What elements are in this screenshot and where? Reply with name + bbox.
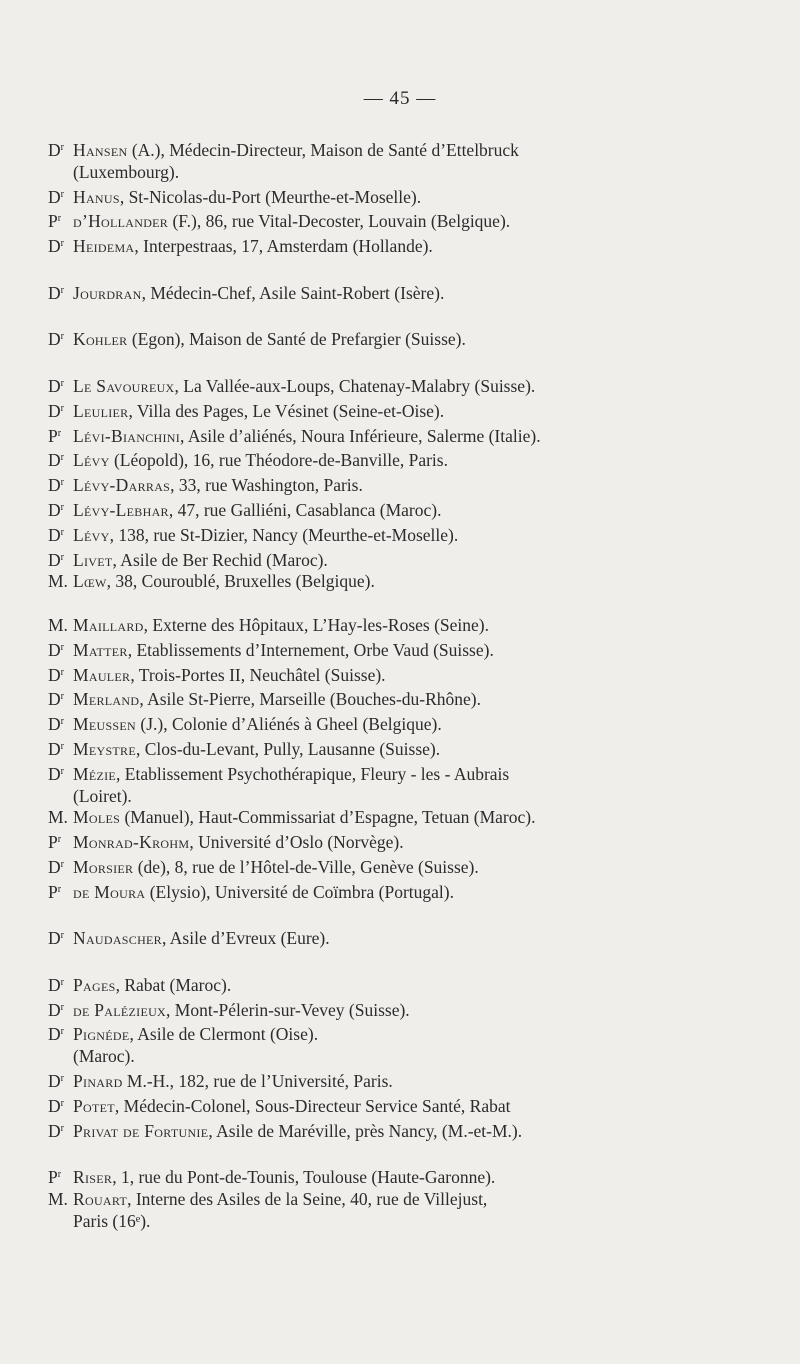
list-item bbox=[48, 662, 748, 687]
entry-title bbox=[48, 547, 73, 572]
group-spacer bbox=[48, 305, 748, 327]
entry-address: (A.), Médecin-Directeur, Maison de Santé d’Ettelbruck bbox=[127, 140, 519, 160]
entry-title-sup: r bbox=[60, 402, 64, 414]
entry-title-base: D bbox=[48, 738, 61, 759]
entry-title bbox=[48, 1021, 73, 1046]
list-item bbox=[48, 1118, 748, 1143]
entry-address: , Trois-Portes II, Neuchâtel (Suisse). bbox=[130, 664, 386, 685]
group-spacer bbox=[48, 904, 748, 926]
entry-title-base: D bbox=[48, 928, 61, 949]
entry-name: Leulier bbox=[73, 400, 129, 421]
entry-title-base: M. bbox=[48, 807, 68, 828]
entry-address: , Etablissements d’Internement, Orbe Vaud (Suisse). bbox=[127, 639, 494, 660]
entry-title-sup: r bbox=[60, 716, 64, 728]
entry-title bbox=[48, 1068, 73, 1093]
entry-title bbox=[48, 326, 73, 351]
entry-name: Privat de Fortunie bbox=[73, 1120, 209, 1141]
entry-title-sup: r bbox=[57, 1169, 62, 1181]
list-item bbox=[48, 233, 748, 258]
entry-name: Morsier bbox=[73, 856, 134, 877]
entry-title-base: D bbox=[48, 1120, 61, 1141]
entry-name: Jourdran bbox=[73, 282, 142, 303]
entry-title bbox=[48, 997, 73, 1022]
entry-title-base: D bbox=[48, 140, 61, 160]
entry-title-base: D bbox=[48, 999, 61, 1020]
entry-title-sup: r bbox=[57, 883, 62, 895]
entry-title bbox=[48, 1164, 73, 1189]
entry-address: , Asile de Ber Rechid (Maroc). bbox=[112, 549, 328, 570]
entry-title-sup: r bbox=[60, 740, 64, 752]
entry-title-sup: r bbox=[60, 238, 64, 250]
entry-title-base: P bbox=[48, 832, 58, 853]
entry-name: Maillard bbox=[73, 614, 144, 635]
entry-title-sup: r bbox=[60, 1001, 64, 1013]
entry-title-sup: r bbox=[60, 930, 64, 942]
entry-title-sup: r bbox=[57, 213, 62, 225]
entry-title-base: D bbox=[48, 1024, 61, 1045]
entry-title bbox=[48, 637, 73, 662]
entry-title-base: D bbox=[48, 714, 61, 735]
entry-title-sup: r bbox=[60, 976, 64, 988]
entry-address: , Mont-Pélerin-sur-Vevey (Suisse). bbox=[166, 999, 410, 1020]
entry-name: Potet bbox=[73, 1095, 115, 1116]
entry-title-base: D bbox=[48, 664, 61, 685]
list-item bbox=[48, 879, 748, 904]
entry-title-base: D bbox=[48, 639, 61, 660]
entry-title-sup: r bbox=[60, 1073, 64, 1085]
entry-title-base: D bbox=[48, 499, 61, 520]
list-item bbox=[48, 398, 748, 423]
entry-name: Heidema bbox=[73, 236, 135, 257]
list-item bbox=[48, 1068, 748, 1093]
list-item bbox=[48, 472, 748, 497]
page-number: — 45 — bbox=[363, 88, 437, 109]
entry-title-base: D bbox=[48, 549, 61, 570]
entry-title-base: D bbox=[48, 1095, 61, 1116]
entry-title-base: D bbox=[48, 524, 61, 545]
entry-title bbox=[48, 423, 73, 448]
entry-address: , St-Nicolas-du-Port (Meurthe-et-Moselle). bbox=[119, 186, 422, 207]
entry-title-sup: r bbox=[60, 501, 64, 513]
entry-name: Lévy-Lebhar bbox=[73, 499, 169, 520]
list-item bbox=[48, 972, 748, 997]
list-item bbox=[48, 807, 748, 829]
entry-address: , Asile de Clermont (Oise). bbox=[129, 1024, 319, 1045]
entry-title-base: D bbox=[48, 282, 61, 303]
list-item bbox=[48, 137, 748, 162]
entry-title bbox=[48, 208, 73, 233]
entry-title bbox=[48, 879, 73, 904]
entry-title-sup: r bbox=[60, 641, 64, 653]
list-item bbox=[48, 615, 748, 637]
entry-address: , Asile d’aliénés, Noura Inférieure, Salerme (Italie). bbox=[180, 425, 541, 446]
entry-name: de Moura bbox=[73, 881, 146, 902]
group-spacer bbox=[48, 593, 748, 615]
entry-name: Merland bbox=[73, 689, 140, 710]
list-item bbox=[48, 997, 748, 1022]
entry-continuation: (Luxembourg). bbox=[73, 161, 180, 182]
entry-address: , 138, rue St-Dizier, Nancy (Meurthe-et-Moselle). bbox=[109, 524, 459, 545]
entry-title-base: D bbox=[48, 375, 61, 396]
entry-name: Lévi-Bianchini bbox=[73, 425, 181, 446]
entry-name: Kohler bbox=[73, 329, 128, 350]
entry-title bbox=[48, 398, 73, 423]
list-item bbox=[48, 854, 748, 879]
list-item bbox=[48, 736, 748, 761]
entry-name: Livet bbox=[73, 549, 113, 570]
entry-address: , 1, rue du Pont-de-Tounis, Toulouse (Haute-Garonne). bbox=[112, 1167, 496, 1188]
entry-title-sup: r bbox=[60, 452, 64, 464]
entry-name: Monrad-Krohm bbox=[73, 832, 190, 853]
entry-title-base: M. bbox=[48, 1189, 68, 1210]
entry-name: Hansen bbox=[73, 140, 128, 160]
entry-title bbox=[48, 972, 73, 997]
entry-continuation: Paris (16ᵉ). bbox=[73, 1210, 151, 1231]
entry-title bbox=[48, 711, 73, 736]
entry-title bbox=[48, 925, 73, 950]
entry-address: , Clos-du-Levant, Pully, Lausanne (Suisse). bbox=[136, 738, 441, 759]
list-item bbox=[48, 497, 748, 522]
entry-title bbox=[48, 1189, 73, 1211]
entry-title bbox=[48, 522, 73, 547]
list-item bbox=[48, 547, 748, 572]
entry-name: Matter bbox=[73, 639, 128, 660]
entry-title-sup: r bbox=[57, 427, 62, 439]
entry-title-sup: r bbox=[60, 477, 64, 489]
entry-title bbox=[48, 497, 73, 522]
entry-address: (Manuel), Haut-Commissariat d’Espagne, Tetuan (Maroc). bbox=[120, 807, 536, 828]
entry-title-base: P bbox=[48, 881, 58, 902]
entry-address: , La Vallée-aux-Loups, Chatenay-Malabry (Suisse). bbox=[174, 375, 536, 396]
entry-name: Le Savoureux bbox=[73, 375, 175, 396]
entry-address: (Léopold), 16, rue Théodore-de-Banville, Paris. bbox=[109, 450, 448, 471]
entry-name: de Palézieux bbox=[73, 999, 167, 1020]
group-spacer bbox=[48, 258, 748, 280]
list-item bbox=[48, 280, 748, 305]
entry-title bbox=[48, 184, 73, 209]
entry-address: , Etablissement Psychothérapique, Fleury - les - Aubrais bbox=[116, 763, 510, 784]
entry-title-base: D bbox=[48, 763, 61, 784]
entry-title-sup: r bbox=[60, 331, 64, 343]
entry-title bbox=[48, 137, 73, 162]
list-item bbox=[48, 184, 748, 209]
entry-title bbox=[48, 571, 73, 593]
list-item bbox=[48, 1093, 748, 1118]
entry-title bbox=[48, 736, 73, 761]
entry-continuation: (Maroc). bbox=[73, 1046, 135, 1067]
entry-address: , Asile d’Evreux (Eure). bbox=[161, 928, 330, 949]
entry-address: , Médecin-Chef, Asile Saint-Robert (Isère). bbox=[141, 282, 445, 303]
entry-address: M.-H., 182, rue de l’Université, Paris. bbox=[122, 1071, 393, 1092]
entry-address: , 47, rue Galliéni, Casablanca (Maroc). bbox=[168, 499, 442, 520]
entry-title-base: D bbox=[48, 186, 61, 207]
entry-title bbox=[48, 662, 73, 687]
list-item bbox=[48, 686, 748, 711]
list-item bbox=[48, 1189, 748, 1211]
list-item bbox=[48, 423, 748, 448]
list-item bbox=[48, 326, 748, 351]
entry-name: Pinard bbox=[73, 1071, 123, 1092]
member-list bbox=[48, 137, 748, 1233]
entry-name: Pignéde bbox=[73, 1024, 130, 1045]
entry-title bbox=[48, 761, 73, 786]
list-item-continuation bbox=[48, 162, 748, 184]
entry-title-base: D bbox=[48, 236, 61, 257]
entry-address: , Asile St-Pierre, Marseille (Bouches-du-Rhône). bbox=[139, 689, 481, 710]
entry-address: , Interne des Asiles de la Seine, 40, rue de Villejust, bbox=[127, 1189, 488, 1210]
entry-address: , 33, rue Washington, Paris. bbox=[170, 475, 363, 496]
entry-address: (F.), 86, rue Vital-Decoster, Louvain (Belgique). bbox=[168, 211, 511, 232]
entry-title bbox=[48, 1093, 73, 1118]
entry-address: , Université d’Oslo (Norvège). bbox=[189, 832, 404, 853]
entry-address: , Médecin-Colonel, Sous-Directeur Service Santé, Rabat bbox=[114, 1095, 511, 1116]
entry-title-base: D bbox=[48, 689, 61, 710]
list-item bbox=[48, 522, 748, 547]
entry-title-sup: r bbox=[60, 526, 64, 538]
entry-name: d’Hollander bbox=[73, 211, 169, 232]
entry-title bbox=[48, 447, 73, 472]
entry-title-sup: r bbox=[60, 1097, 64, 1109]
entry-title-base: D bbox=[48, 974, 61, 995]
entry-title bbox=[48, 233, 73, 258]
entry-address: , Interpestraas, 17, Amsterdam (Hollande). bbox=[134, 236, 433, 257]
entry-name: Pages bbox=[73, 974, 116, 995]
entry-name: Lévy-Darras bbox=[73, 475, 171, 496]
entry-address: (Elysio), Université de Coïmbra (Portugal). bbox=[145, 881, 454, 902]
entry-address: (J.), Colonie d’Aliénés à Gheel (Belgique). bbox=[136, 714, 442, 735]
list-item bbox=[48, 829, 748, 854]
entry-title-sup: r bbox=[60, 1122, 64, 1134]
list-item bbox=[48, 1164, 748, 1189]
entry-title-sup: r bbox=[60, 142, 64, 153]
entry-title-base: D bbox=[48, 475, 61, 496]
entry-title bbox=[48, 615, 73, 637]
entry-title-sup: r bbox=[57, 834, 62, 846]
list-item bbox=[48, 571, 748, 593]
entry-title bbox=[48, 829, 73, 854]
list-item bbox=[48, 925, 748, 950]
entry-title-base: M. bbox=[48, 571, 68, 592]
entry-title-sup: r bbox=[60, 765, 64, 777]
list-item bbox=[48, 761, 748, 786]
entry-name: Lévy bbox=[73, 524, 110, 545]
entry-title bbox=[48, 807, 73, 829]
list-item bbox=[48, 208, 748, 233]
entry-title-base: D bbox=[48, 856, 61, 877]
list-item bbox=[48, 373, 748, 398]
entry-title-base: D bbox=[48, 450, 61, 471]
entry-title-sup: r bbox=[60, 377, 64, 389]
list-item-continuation bbox=[48, 1211, 748, 1233]
entry-address: , Asile de Maréville, près Nancy, (M.-et-M.). bbox=[208, 1120, 523, 1141]
group-spacer bbox=[48, 950, 748, 972]
entry-title-sup: r bbox=[60, 1026, 64, 1038]
list-item bbox=[48, 637, 748, 662]
entry-title-base: P bbox=[48, 425, 58, 446]
entry-name: Mézie bbox=[73, 763, 117, 784]
entry-title-sup: r bbox=[60, 691, 64, 703]
entry-name: Naudascher bbox=[73, 928, 162, 949]
entry-title-base: P bbox=[48, 211, 58, 232]
entry-address: (Egon), Maison de Santé de Prefargier (Suisse). bbox=[127, 329, 466, 350]
entry-title bbox=[48, 280, 73, 305]
entry-title-sup: r bbox=[60, 666, 64, 678]
entry-name: Rouart bbox=[73, 1189, 128, 1210]
list-item bbox=[48, 711, 748, 736]
entry-name: Lœw bbox=[73, 571, 107, 592]
entry-continuation: (Loiret). bbox=[73, 785, 132, 806]
entry-title-sup: r bbox=[60, 551, 64, 563]
entry-name: Lévy bbox=[73, 450, 110, 471]
entry-title-base: P bbox=[48, 1167, 58, 1188]
entry-name: Riser bbox=[73, 1167, 113, 1188]
entry-title-base: D bbox=[48, 400, 61, 421]
entry-title-base: D bbox=[48, 1071, 61, 1092]
entry-address: , Villa des Pages, Le Vésinet (Seine-et-Oise). bbox=[128, 400, 445, 421]
entry-address: (de), 8, rue de l’Hôtel-de-Ville, Genève (Suisse). bbox=[133, 856, 479, 877]
entry-title-sup: r bbox=[60, 188, 64, 200]
entry-name: Meystre bbox=[73, 738, 136, 759]
entry-title bbox=[48, 854, 73, 879]
entry-address: , 38, Couroublé, Bruxelles (Belgique). bbox=[106, 571, 375, 592]
entry-title-base: D bbox=[48, 329, 61, 350]
group-spacer bbox=[48, 351, 748, 373]
entry-title bbox=[48, 686, 73, 711]
entry-name: Mauler bbox=[73, 664, 131, 685]
entry-title bbox=[48, 472, 73, 497]
entry-title-base: M. bbox=[48, 614, 68, 635]
entry-name: Hanus bbox=[73, 186, 120, 207]
entry-title-sup: r bbox=[60, 284, 64, 296]
list-item bbox=[48, 1021, 748, 1046]
entry-name: Moles bbox=[73, 807, 121, 828]
list-item-continuation bbox=[48, 786, 748, 808]
list-item-continuation bbox=[48, 1046, 748, 1068]
entry-address: , Externe des Hôpitaux, L’Hay-les-Roses (Seine). bbox=[143, 614, 490, 635]
entry-title bbox=[48, 373, 73, 398]
group-spacer bbox=[48, 1142, 748, 1164]
entry-name: Meussen bbox=[73, 714, 137, 735]
entry-title bbox=[48, 1118, 73, 1143]
entry-title-sup: r bbox=[60, 858, 64, 870]
list-item bbox=[48, 447, 748, 472]
entry-address: , Rabat (Maroc). bbox=[115, 974, 232, 995]
